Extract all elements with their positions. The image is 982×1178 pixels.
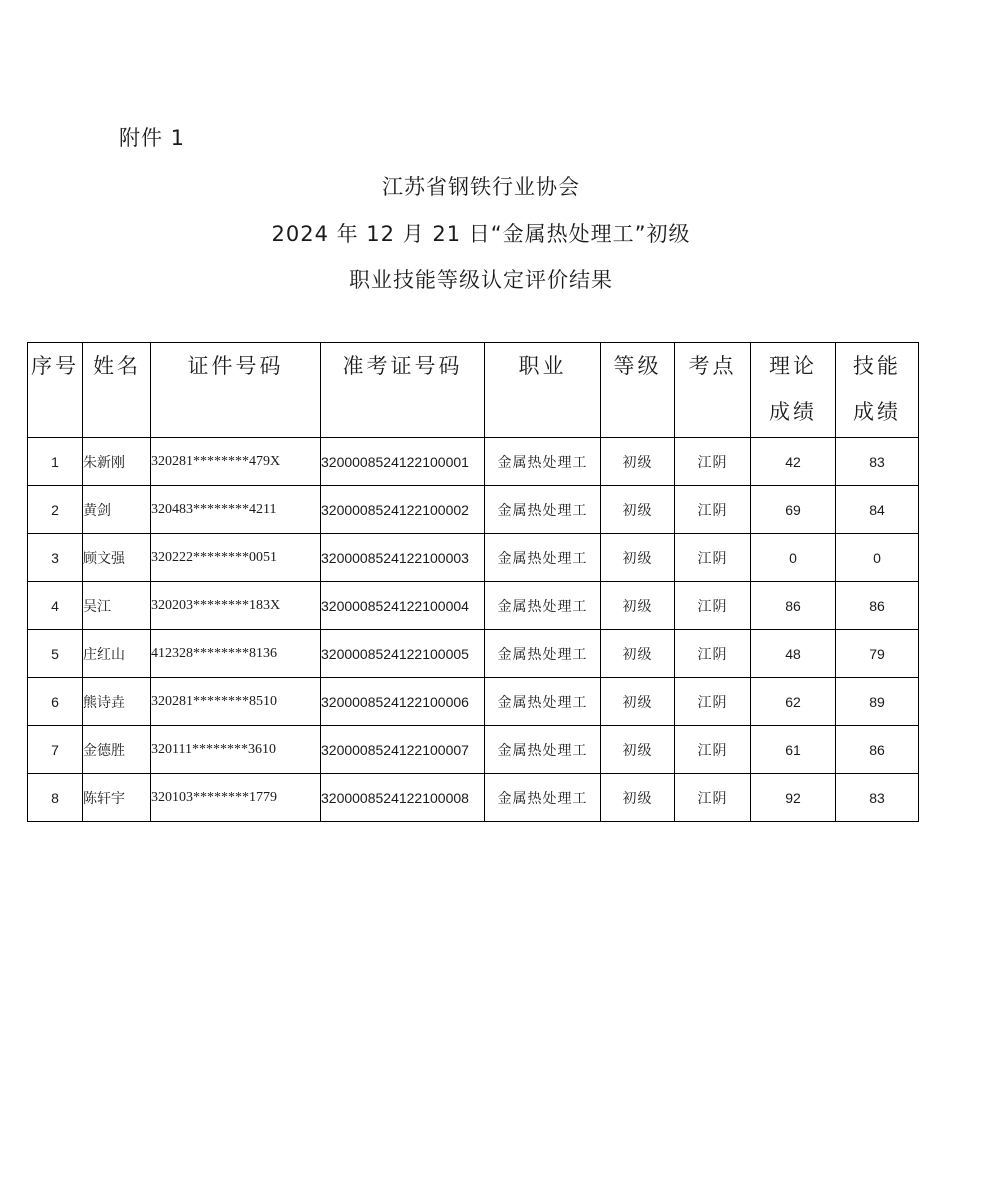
cell-level: 初级 — [601, 438, 675, 486]
header-level: 等级 — [601, 343, 675, 438]
table-row — [28, 678, 919, 726]
table-row — [28, 582, 919, 630]
cell-level: 初级 — [601, 678, 675, 726]
table-row — [28, 774, 919, 822]
cell-id-no: 320281********479X — [151, 438, 321, 486]
cell-site: 江阴 — [675, 678, 751, 726]
cell-id-no: 320103********1779 — [151, 774, 321, 822]
table-row — [28, 630, 919, 678]
cell-theory-score: 0 — [751, 534, 836, 582]
cell-name: 陈轩宇 — [83, 774, 151, 822]
cell-exam-no: 3200008524122100006 — [321, 678, 485, 726]
cell-skill-score: 0 — [836, 534, 919, 582]
cell-seq: 6 — [28, 678, 83, 726]
cell-skill-score: 84 — [836, 486, 919, 534]
page-title-result: 职业技能等级认定评价结果 — [349, 268, 613, 292]
cell-theory-score: 62 — [751, 678, 836, 726]
cell-name: 金德胜 — [83, 726, 151, 774]
cell-job: 金属热处理工 — [485, 486, 601, 534]
cell-theory-score: 42 — [751, 438, 836, 486]
cell-exam-no: 3200008524122100008 — [321, 774, 485, 822]
cell-exam-no: 3200008524122100004 — [321, 582, 485, 630]
cell-seq: 3 — [28, 534, 83, 582]
cell-seq: 7 — [28, 726, 83, 774]
cell-exam-no: 3200008524122100001 — [321, 438, 485, 486]
cell-skill-score: 86 — [836, 726, 919, 774]
cell-id-no: 320281********8510 — [151, 678, 321, 726]
page-title-exam: 2024 年 12 月 21 日“金属热处理工”初级 — [271, 222, 691, 246]
cell-theory-score: 48 — [751, 630, 836, 678]
cell-skill-score: 83 — [836, 774, 919, 822]
cell-site: 江阴 — [675, 726, 751, 774]
cell-level: 初级 — [601, 774, 675, 822]
header-job: 职业 — [485, 343, 601, 438]
cell-id-no: 320203********183X — [151, 582, 321, 630]
cell-skill-score: 83 — [836, 438, 919, 486]
header-id-no: 证件号码 — [151, 343, 321, 438]
cell-skill-score: 89 — [836, 678, 919, 726]
cell-job: 金属热处理工 — [485, 678, 601, 726]
table-row — [28, 438, 919, 486]
cell-skill-score: 79 — [836, 630, 919, 678]
cell-name: 黄剑 — [83, 486, 151, 534]
cell-id-no: 412328********8136 — [151, 630, 321, 678]
cell-job: 金属热处理工 — [485, 438, 601, 486]
cell-site: 江阴 — [675, 534, 751, 582]
cell-id-no: 320483********4211 — [151, 486, 321, 534]
cell-seq: 1 — [28, 438, 83, 486]
cell-seq: 8 — [28, 774, 83, 822]
cell-exam-no: 3200008524122100003 — [321, 534, 485, 582]
cell-level: 初级 — [601, 486, 675, 534]
results-table — [27, 342, 919, 822]
header-name: 姓名 — [83, 343, 151, 438]
cell-name: 朱新刚 — [83, 438, 151, 486]
cell-job: 金属热处理工 — [485, 726, 601, 774]
cell-theory-score: 61 — [751, 726, 836, 774]
cell-level: 初级 — [601, 726, 675, 774]
cell-seq: 5 — [28, 630, 83, 678]
cell-site: 江阴 — [675, 774, 751, 822]
cell-level: 初级 — [601, 582, 675, 630]
cell-theory-score: 86 — [751, 582, 836, 630]
cell-id-no: 320222********0051 — [151, 534, 321, 582]
cell-exam-no: 3200008524122100007 — [321, 726, 485, 774]
cell-level: 初级 — [601, 630, 675, 678]
cell-name: 庄红山 — [83, 630, 151, 678]
attachment-label: 附件 1 — [119, 126, 186, 150]
page-title-organization: 江苏省钢铁行业协会 — [382, 175, 580, 199]
cell-exam-no: 3200008524122100005 — [321, 630, 485, 678]
header-skill: 技能成绩 — [836, 343, 919, 438]
cell-site: 江阴 — [675, 582, 751, 630]
cell-seq: 2 — [28, 486, 83, 534]
header-seq: 序号 — [28, 343, 83, 438]
cell-name: 顾文强 — [83, 534, 151, 582]
cell-level: 初级 — [601, 534, 675, 582]
cell-job: 金属热处理工 — [485, 534, 601, 582]
table-row — [28, 534, 919, 582]
table-row — [28, 486, 919, 534]
table-row — [28, 726, 919, 774]
cell-site: 江阴 — [675, 630, 751, 678]
cell-theory-score: 69 — [751, 486, 836, 534]
cell-name: 吴江 — [83, 582, 151, 630]
header-exam-no: 准考证号码 — [321, 343, 485, 438]
cell-exam-no: 3200008524122100002 — [321, 486, 485, 534]
cell-theory-score: 92 — [751, 774, 836, 822]
cell-job: 金属热处理工 — [485, 774, 601, 822]
cell-id-no: 320111********3610 — [151, 726, 321, 774]
cell-site: 江阴 — [675, 486, 751, 534]
cell-name: 熊诗垚 — [83, 678, 151, 726]
cell-site: 江阴 — [675, 438, 751, 486]
cell-skill-score: 86 — [836, 582, 919, 630]
table-header-row — [28, 343, 919, 438]
cell-job: 金属热处理工 — [485, 630, 601, 678]
header-site: 考点 — [675, 343, 751, 438]
cell-job: 金属热处理工 — [485, 582, 601, 630]
cell-seq: 4 — [28, 582, 83, 630]
header-theory: 理论成绩 — [751, 343, 836, 438]
